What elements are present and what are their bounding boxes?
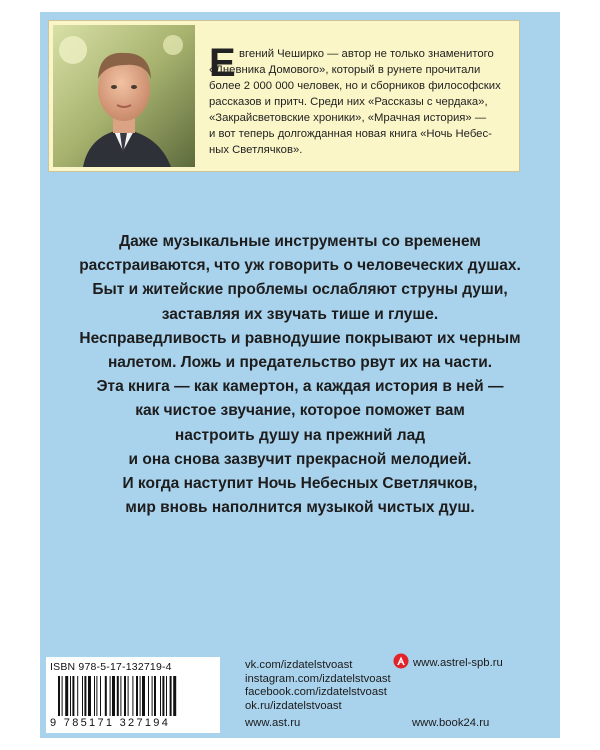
barcode-icon — [58, 676, 210, 716]
instagram-link[interactable]: instagram.com/izdatelstvoast — [245, 672, 391, 685]
barcode-number: 9 785171 327194 — [50, 717, 171, 729]
astrel-logo-icon — [393, 653, 409, 669]
bio-line: рассказов и притч. Среди них «Рассказы с чердака», — [209, 96, 488, 108]
barcode-panel — [46, 657, 220, 733]
book24-website-link[interactable]: www.book24.ru — [412, 717, 490, 729]
blurb-line: расстраиваются, что уж говорить о человеческих душах. — [79, 257, 521, 275]
blurb-line: и она снова зазвучит прекрасной мелодией. — [128, 450, 472, 468]
astrel-website-link[interactable]: www.astrel-spb.ru — [413, 657, 503, 669]
author-portrait-image — [53, 25, 195, 167]
author-photo — [53, 25, 195, 167]
facebook-link[interactable]: facebook.com/izdatelstvoast — [245, 686, 387, 699]
blurb-line: настроить душу на прежний лад — [174, 426, 426, 444]
blurb-line: Быт и житейские проблемы ослабляют струны души, — [92, 281, 508, 299]
blurb-line: мир вновь наполнится музыкой чистых душ. — [125, 499, 475, 517]
blurb-line: заставляя их звучать тише и глуше. — [161, 305, 439, 323]
bio-line: «Закрайсветовские хроники», «Мрачная история» — — [209, 112, 487, 124]
bio-line: вгений Чеширко — автор не только знаменитого — [239, 48, 494, 60]
author-bio-text — [209, 46, 511, 158]
blurb-line: как чистое звучание, которое поможет вам — [135, 402, 465, 420]
bio-line: и вот теперь долгожданная новая книга «Ночь Небес- — [209, 128, 492, 140]
bio-line: ных Светлячков». — [209, 144, 303, 156]
bio-dropcap: Е — [209, 41, 236, 85]
vk-link[interactable]: vk.com/izdatelstvoast — [245, 659, 353, 671]
social-links — [245, 659, 391, 713]
blurb-line: И когда наступит Ночь Небесных Светлячков, — [122, 475, 478, 493]
blurb-line: Эта книга — как камертон, а каждая история в ней — — [96, 378, 504, 396]
bio-line: более 2 000 000 человек, но и сборников философских — [209, 80, 501, 92]
book-blurb — [40, 230, 560, 520]
isbn-label: ISBN 978-5-17-132719-4 — [50, 661, 172, 673]
ok-link[interactable]: ok.ru/izdatelstvoast — [245, 699, 342, 712]
bio-line: «Дневника Домового», который в рунете прочитали — [209, 64, 481, 76]
ast-website-link[interactable]: www.ast.ru — [245, 717, 301, 729]
blurb-line: налетом. Ложь и предательство рвут их на части. — [107, 354, 493, 372]
blurb-line: Несправедливость и равнодушие покрывают их черным — [79, 329, 521, 347]
author-bio-panel — [48, 20, 520, 172]
blurb-line: Даже музыкальные инструменты со временем — [119, 233, 481, 250]
